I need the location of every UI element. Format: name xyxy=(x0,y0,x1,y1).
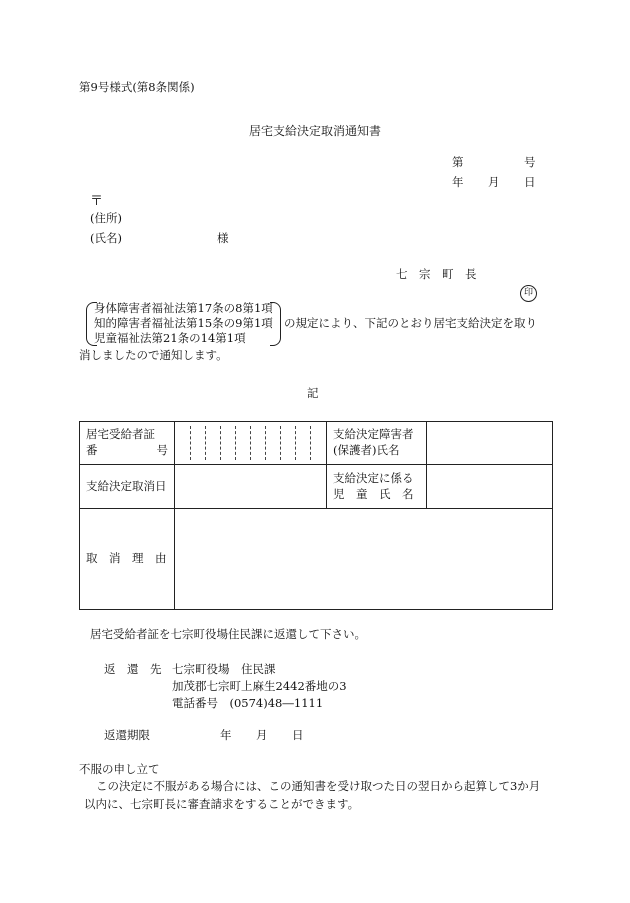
table-row xyxy=(80,465,553,509)
recipient-id-label-ban: 番 xyxy=(86,443,98,457)
child-label-line1: 支給決定に係る xyxy=(333,470,414,485)
body-text-line2: 消しましたので通知します。 xyxy=(79,348,228,362)
child-label xyxy=(327,465,427,509)
return-deadline-label: 返還期限 xyxy=(104,728,150,742)
cancel-date-value xyxy=(175,465,327,509)
return-to-line2: 加茂郡七宗町上麻生2442番地の3 xyxy=(172,679,347,693)
reason-value xyxy=(175,509,553,610)
child-label-line2: 児 童 氏 名 xyxy=(333,486,414,501)
return-instruction: 居宅受給者証を七宗町役場住民課に返還して下さい。 xyxy=(90,627,366,641)
disabled-person-label-line1: 支給決定障害者 xyxy=(333,427,414,442)
objection-line1: この決定に不服がある場合には、この通知書を受け取つた日の翌日から起算して3か月 xyxy=(96,779,541,793)
law-1: 身体障害者福祉法第17条の8第1項 xyxy=(94,301,273,315)
date-month: 月 xyxy=(488,175,500,189)
details-table xyxy=(79,421,553,610)
table-row xyxy=(80,509,553,610)
document-title: 居宅支給決定取消通知書 xyxy=(249,124,382,138)
deadline-year: 年 xyxy=(220,728,232,742)
return-to-line3: 電話番号 (0574)48―1111 xyxy=(172,696,324,710)
recipient-id-label xyxy=(80,422,175,465)
body-text-line1: の規定により、下記のとおり居宅支給決定を取り xyxy=(284,316,537,330)
law-2: 知的障害者福祉法第15条の9第1項 xyxy=(94,316,273,330)
postal-mark: 〒 xyxy=(90,194,104,209)
table-row xyxy=(80,422,553,465)
date-day: 日 xyxy=(524,175,536,189)
objection-line2: 以内に、七宗町長に審査請求をすることができます。 xyxy=(84,797,360,811)
disabled-person-label-line2: (保護者)氏名 xyxy=(333,443,400,457)
date-year: 年 xyxy=(452,175,464,189)
address-label: (住所) xyxy=(90,211,122,225)
disabled-person-value xyxy=(427,422,553,465)
reason-label: 取 消 理 由 xyxy=(80,509,175,610)
recipient-id-label-go: 号 xyxy=(156,443,168,457)
form-number: 第9号様式(第8条関係) xyxy=(79,80,195,94)
deadline-day: 日 xyxy=(292,728,304,742)
return-to-label: 返 還 先 xyxy=(104,662,162,676)
child-value xyxy=(427,465,553,509)
doc-number-suffix: 号 xyxy=(524,155,536,169)
objection-title: 不服の申し立て xyxy=(79,762,160,776)
name-label: (氏名) xyxy=(90,231,122,245)
recipient-id-label-line1: 居宅受給者証 xyxy=(86,427,155,442)
disabled-person-label xyxy=(327,422,427,465)
seal-mark: 印 xyxy=(520,285,537,302)
honorific: 様 xyxy=(217,231,229,245)
law-3: 児童福祉法第21条の14第1項 xyxy=(94,331,246,345)
issuer: 七 宗 町 長 xyxy=(396,267,477,281)
cancel-date-label: 支給決定取消日 xyxy=(80,465,175,509)
ki-heading: 記 xyxy=(307,386,319,400)
doc-number-prefix: 第 xyxy=(452,155,464,169)
recipient-id-value xyxy=(175,422,327,465)
deadline-month: 月 xyxy=(256,728,268,742)
return-to-line1: 七宗町役場 住民課 xyxy=(172,662,276,676)
